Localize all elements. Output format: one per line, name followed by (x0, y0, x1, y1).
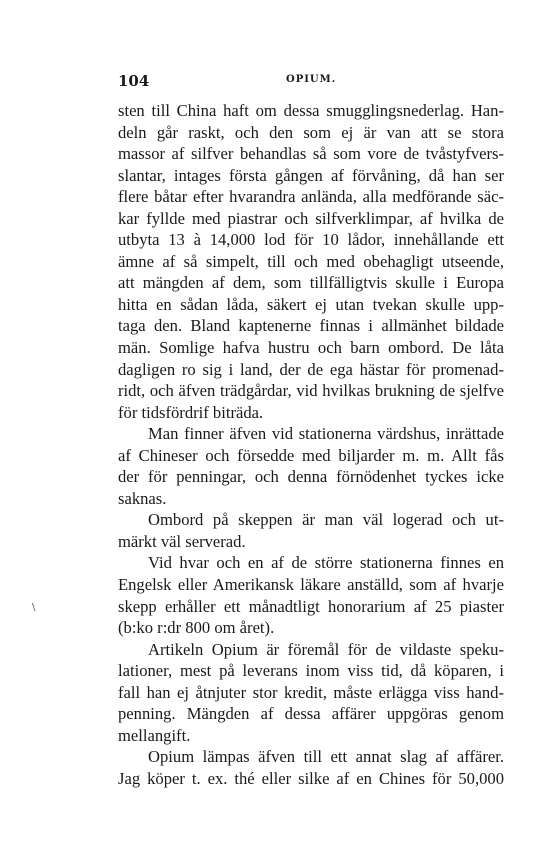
text-line: Opium lämpas äfven till ett annat slag af affärer. (148, 747, 504, 767)
text-line: Engelsk eller Amerikansk läkare anställd, som af hvarje (118, 575, 504, 595)
text-line: mellangift. (118, 725, 191, 745)
text-line: för tidsfördrif biträda. (118, 402, 264, 422)
text-line: Ombord på skeppen är man väl logerad och ut- (148, 510, 504, 530)
text-line: män. Somlige hafva hustru och barn ombord. De låta (118, 338, 504, 358)
text-line: Vid hvar och en af de större stationerna finnes en (148, 553, 504, 573)
text-line: märkt väl serverad. (118, 531, 246, 551)
text-line: massor af silfver behandlas så som vore de tvåstyfvers- (118, 144, 504, 164)
text-line: Artikeln Opium är föremål för de vildaste speku- (148, 639, 504, 659)
text-line: Jag köper t. ex. thé eller silke af en Chines för 50,000 (118, 768, 504, 788)
text-line: ämne af så simpelt, till och med obehagligt utseende, (118, 251, 504, 271)
text-line: dagligen ro sig i land, der de ega hästar för promenad- (118, 359, 504, 379)
text-line: Man finner äfven vid stationerna värdshus, inrättade (148, 424, 504, 444)
text-line: penning. Mängden af dessa affärer uppgöras genom (118, 704, 504, 724)
text-line: hitta en sådan låda, säkert ej utan tvekan skulle upp- (118, 294, 504, 314)
text-line: slantar, intages första gången af förvåning, då han ser (118, 165, 504, 185)
text-line: skepp erhåller ett månadtligt honorarium af 25 piaster (118, 596, 504, 616)
margin-mark: \ (32, 602, 36, 613)
body-text (118, 100, 504, 790)
running-head: OPIUM. (286, 74, 337, 85)
page-header (118, 72, 504, 92)
text-line: deln går raskt, och den som ej är van att se stora (118, 122, 504, 142)
text-line: af Chineser och försedde med biljarder m. m. Allt fås (118, 445, 504, 465)
text-line: utbyta 13 à 14,000 lod för 10 lådor, innehållande ett (118, 230, 504, 250)
text-line: saknas. (118, 488, 167, 508)
text-line: kar fyllde med piastrar och silfverklimpar, af hvilka de (118, 208, 504, 228)
text-line: fall han ej åtnjuter stor kredit, måste erlägga viss hand- (118, 682, 504, 702)
page-number: 104 (118, 72, 150, 90)
text-line: taga den. Bland kaptenerne finnas i allmänhet bildade (118, 316, 504, 336)
text-line: att mängden af dem, som tillfälligtvis skulle i Europa (118, 273, 504, 293)
text-line: lationer, mest på leverans inom viss tid, då köparen, i (118, 661, 504, 681)
text-line: sten till China haft om dessa smugglingsnederlag. Han- (118, 101, 504, 120)
text-line: der för penningar, och denna förnödenhet tyckes icke (118, 467, 504, 487)
text-line: (b:ko r:dr 800 om året). (118, 618, 275, 638)
text-line: ridt, och äfven trädgårdar, vid hvilkas brukning de sjelfve (118, 381, 504, 401)
text-line: flere båtar efter hvarandra anlända, alla medförande säc- (118, 187, 504, 207)
